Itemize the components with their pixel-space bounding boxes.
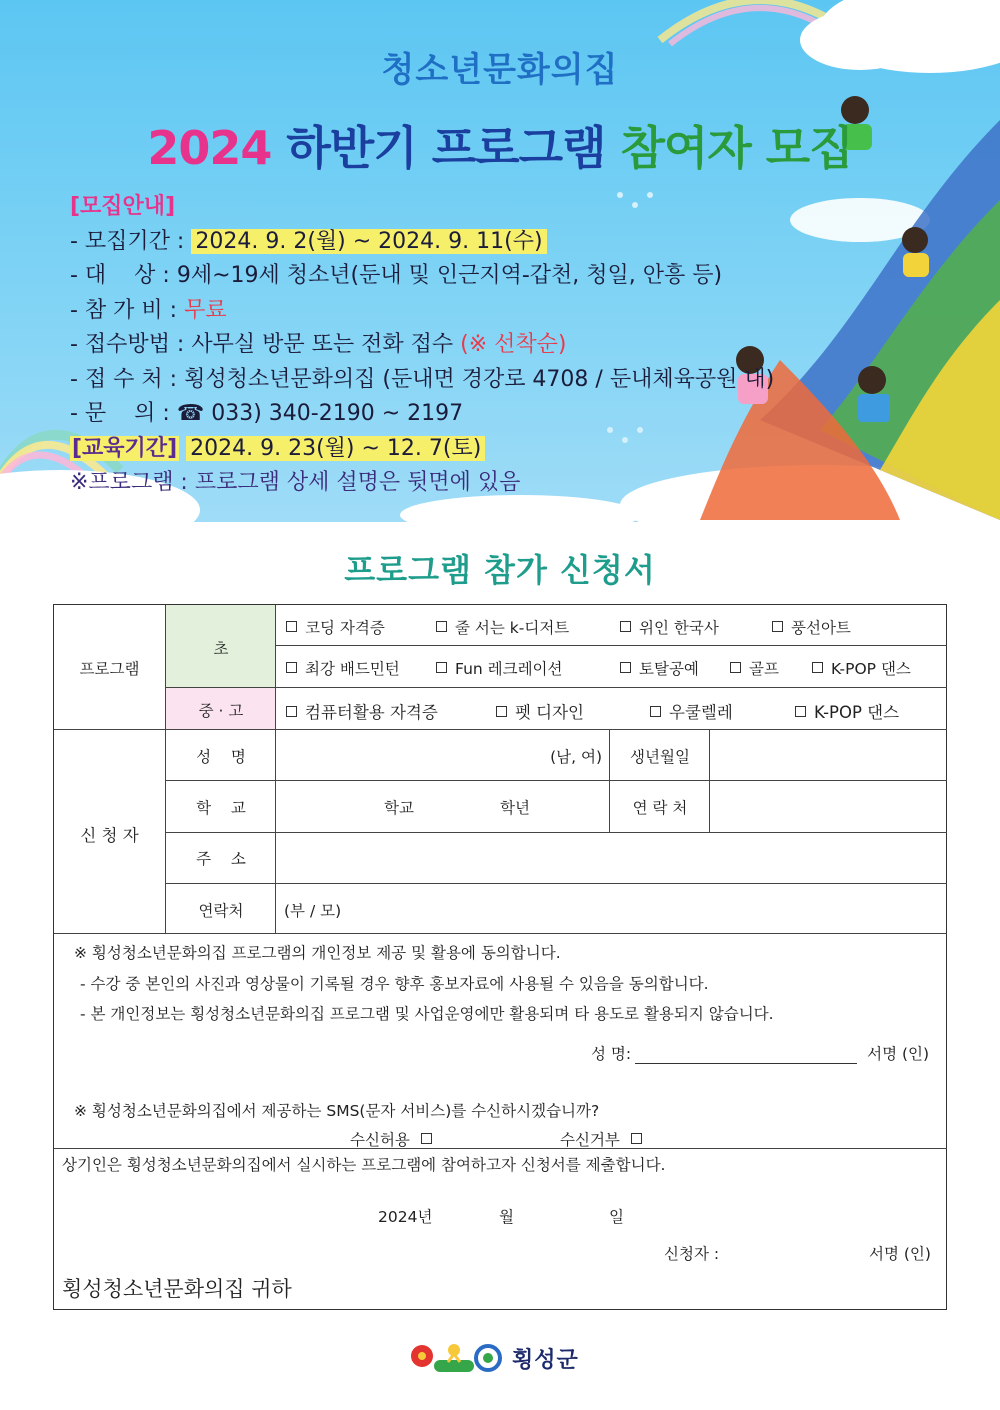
checkbox[interactable]: [650, 706, 661, 717]
sms-accept[interactable]: [350, 1128, 440, 1150]
consent-sign-line[interactable]: [635, 1048, 857, 1064]
info-row-period: [70, 225, 774, 260]
checkbox[interactable]: [286, 662, 297, 673]
org-title: 청소년문화의집: [381, 50, 619, 90]
option-golf[interactable]: [730, 657, 779, 679]
date-month[interactable]: 월: [499, 1208, 514, 1226]
checkbox[interactable]: [496, 706, 507, 717]
consent-photo: - 수강 중 본인의 사진과 영상물이 기록될 경우 향후 홍보자료에 사용될 수 있음을 동의합니다.: [80, 975, 709, 993]
mid-label: 중 · 고: [198, 702, 244, 720]
main-title-end: 참여자 모집: [620, 121, 853, 175]
option-dessert[interactable]: [436, 616, 569, 638]
date-day[interactable]: 일: [609, 1208, 624, 1226]
option-label: 최강 배드민턴: [305, 660, 400, 678]
checkbox[interactable]: [286, 621, 297, 632]
option-label: 토탈공예: [639, 660, 699, 678]
info-label: - 참 가 비 :: [70, 297, 178, 323]
school-text[interactable]: 학교: [384, 799, 414, 817]
checkbox[interactable]: [421, 1133, 432, 1144]
birth-label: 생년월일: [630, 748, 690, 766]
checkbox[interactable]: [812, 662, 823, 673]
option-pet[interactable]: [496, 699, 584, 723]
option-craft[interactable]: [620, 657, 699, 679]
option-label: 펫 디자인: [515, 703, 585, 722]
info-row-method: [70, 328, 774, 363]
recruit-info: [70, 190, 774, 501]
sms-reject-label: 수신거부: [560, 1131, 620, 1149]
option-label: Fun 레크레이션: [455, 660, 563, 678]
address-label: 주 소: [196, 850, 246, 868]
name-label: 성 명: [196, 748, 246, 766]
sms-question: ※ 횡성청소년문화의집에서 제공하는 SMS(문자 서비스)를 수신하시겠습니까?: [74, 1102, 600, 1120]
info-row-edu: [70, 432, 774, 467]
main-title-mid: 하반기 프로그램: [271, 121, 621, 175]
option-label: 풍선아트: [791, 619, 851, 637]
info-label: - 모집기간 :: [70, 228, 185, 254]
option-kpop-mid[interactable]: [795, 699, 899, 723]
date-year[interactable]: 2024년: [378, 1208, 433, 1226]
sms-reject[interactable]: [560, 1128, 650, 1150]
consent-main: ※ 횡성청소년문화의집 프로그램의 개인정보 제공 및 활용에 동의합니다.: [74, 944, 561, 962]
option-label: 위인 한국사: [639, 619, 719, 637]
applicant-label: 신 청 자: [80, 826, 139, 845]
addressee: 횡성청소년문화의집 귀하: [62, 1277, 292, 1301]
info-label: - 접수방법 :: [70, 332, 185, 357]
applicant-sign-suffix: 서명 (인): [869, 1245, 931, 1263]
checkbox[interactable]: [620, 662, 631, 673]
checkbox[interactable]: [631, 1133, 642, 1144]
contact-label: 연 락 처: [632, 799, 688, 817]
info-label: - 대 상 :: [70, 263, 170, 288]
consent-sign-suffix: 서명 (인): [867, 1045, 930, 1063]
info-value: ☎ 033) 340-2190 ~ 2197: [176, 401, 464, 426]
guardian-text[interactable]: (부 / 모): [284, 902, 342, 920]
option-computer[interactable]: [286, 699, 438, 723]
option-recreation[interactable]: [436, 657, 563, 679]
consent-sign[interactable]: [591, 1042, 929, 1064]
option-ukulele[interactable]: [650, 699, 733, 723]
info-value: 사무실 방문 또는 전화 접수: [191, 332, 454, 357]
main-title: [0, 112, 1000, 178]
option-badminton[interactable]: [286, 657, 400, 679]
logo-name: 횡성군: [512, 1347, 579, 1373]
option-kpop-elem[interactable]: [812, 657, 911, 679]
info-row-fee: [70, 294, 774, 329]
option-label: 컴퓨터활용 자격증: [305, 703, 438, 722]
footer-logo: [408, 1336, 598, 1380]
guardian-label: 연락처: [198, 902, 244, 920]
program-note: ※프로그램 : 프로그램 상세 설명은 뒷면에 있음: [70, 470, 521, 495]
info-row-place: [70, 363, 774, 398]
form-title: 프로그램 참가 신청서: [344, 551, 656, 589]
option-label: K-POP 댄스: [814, 703, 900, 722]
checkbox[interactable]: [286, 706, 297, 717]
consent-sign-label: 성 명:: [591, 1045, 632, 1063]
consent-use: - 본 개인정보는 횡성청소년문화의집 프로그램 및 사업운영에만 활용되며 타 용도로 활용되지 않습니다.: [80, 1005, 774, 1023]
checkbox[interactable]: [795, 706, 806, 717]
info-row-note: [70, 466, 774, 501]
option-history[interactable]: [620, 616, 719, 638]
info-row-target: [70, 259, 774, 294]
option-label: 코딩 자격증: [305, 619, 385, 637]
elem-label: 초: [213, 640, 229, 658]
checkbox[interactable]: [772, 621, 783, 632]
hoengseong-logo-icon: [408, 1338, 504, 1378]
option-coding[interactable]: [286, 616, 385, 638]
option-label: K-POP 댄스: [831, 660, 911, 678]
gender-text[interactable]: (남, 여): [550, 748, 602, 766]
edu-value: 2024. 9. 23(월) ~ 12. 7(토): [186, 436, 485, 461]
program-label: 프로그램: [79, 660, 140, 678]
info-row-contact: [70, 397, 774, 432]
info-label: - 문 의 :: [70, 401, 170, 426]
declaration: 상기인은 횡성청소년문화의집에서 실시하는 프로그램에 참여하고자 신청서를 제출합니다.: [62, 1156, 666, 1174]
school-label: 학 교: [196, 799, 246, 817]
application-form: [53, 604, 947, 1310]
info-value: 무료: [184, 297, 227, 323]
main-title-year: 2024: [147, 121, 272, 175]
checkbox[interactable]: [436, 621, 447, 632]
grade-text[interactable]: 학년: [500, 799, 530, 817]
info-value: 횡성청소년문화의집 (둔내면 경강로 4708 / 둔내체육공원 내): [184, 366, 775, 392]
option-label: 우쿨렐레: [669, 703, 733, 722]
checkbox[interactable]: [620, 621, 631, 632]
option-label: 줄 서는 k-디저트: [455, 619, 570, 637]
info-value: 2024. 9. 2(월) ~ 2024. 9. 11(수): [191, 229, 546, 254]
info-extra: (※ 선착순): [460, 332, 567, 357]
applicant-sign-label[interactable]: 신청자 :: [664, 1245, 720, 1263]
info-value: 9세~19세 청소년(둔내 및 인근지역-갑천, 청일, 안흥 등): [176, 263, 723, 288]
checkbox[interactable]: [730, 662, 741, 673]
option-balloon[interactable]: [772, 616, 851, 638]
banner: [0, 0, 1000, 522]
checkbox[interactable]: [436, 662, 447, 673]
notice-tag: [모집안내]: [70, 194, 176, 219]
sms-accept-label: 수신허용: [350, 1131, 410, 1149]
info-label: - 접 수 처 :: [70, 366, 178, 392]
option-label: 골프: [749, 660, 779, 678]
edu-tag: [교육기간]: [72, 435, 178, 461]
